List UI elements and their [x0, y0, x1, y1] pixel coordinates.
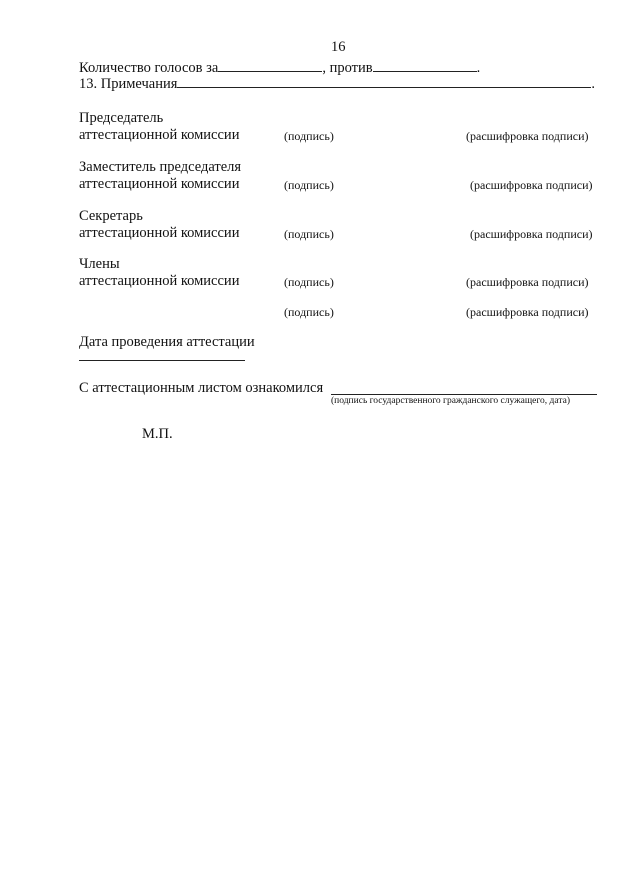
- extra-member-signature-hint: (подпись): [284, 305, 334, 319]
- votes-end-mark: .: [476, 60, 481, 76]
- chairman-role-commission: аттестационной комиссии: [79, 127, 240, 143]
- votes-against-field[interactable]: [373, 70, 477, 72]
- votes-for-label: Количество голосов за: [79, 60, 219, 76]
- notes-label: 13. Примечания: [79, 76, 178, 92]
- secretary-role-title: Секретарь: [79, 208, 143, 224]
- attestation-date-field[interactable]: [79, 360, 245, 361]
- secretary-signature-hint: (подпись): [284, 227, 334, 241]
- votes-line: [79, 60, 480, 77]
- notes-line: [79, 76, 595, 93]
- chairman-signature-hint: (подпись): [284, 129, 334, 143]
- deputy-role-commission: аттестационной комиссии: [79, 176, 240, 192]
- notes-field[interactable]: [177, 86, 591, 88]
- deputy-role-title: Заместитель председателя: [79, 159, 242, 175]
- acquainted-hint: (подпись государственного гражданского служащего, дата): [331, 396, 571, 406]
- members-role-title: Члены: [79, 256, 120, 272]
- deputy-signature-hint: (подпись): [284, 178, 334, 192]
- chairman-role-title: Председатель: [79, 110, 164, 126]
- secretary-role-commission: аттестационной комиссии: [79, 225, 240, 241]
- secretary-decode-hint: (расшифровка подписи): [470, 227, 593, 241]
- acquainted-signature-field[interactable]: [331, 394, 597, 395]
- extra-member-decode-hint: (расшифровка подписи): [466, 305, 589, 319]
- deputy-decode-hint: (расшифровка подписи): [470, 178, 593, 192]
- acquainted-label: С аттестационным листом ознакомился: [79, 380, 324, 396]
- notes-end-mark: .: [591, 76, 596, 92]
- chairman-decode-hint: (расшифровка подписи): [466, 129, 589, 143]
- votes-against-label: , против: [322, 60, 373, 76]
- attestation-date-label: Дата проведения аттестации: [79, 334, 255, 350]
- page-number: 16: [331, 39, 346, 55]
- members-role-commission: аттестационной комиссии: [79, 273, 240, 289]
- stamp-place: М.П.: [142, 426, 173, 442]
- members-decode-hint: (расшифровка подписи): [466, 275, 589, 289]
- members-signature-hint: (подпись): [284, 275, 334, 289]
- votes-for-field[interactable]: [218, 70, 322, 72]
